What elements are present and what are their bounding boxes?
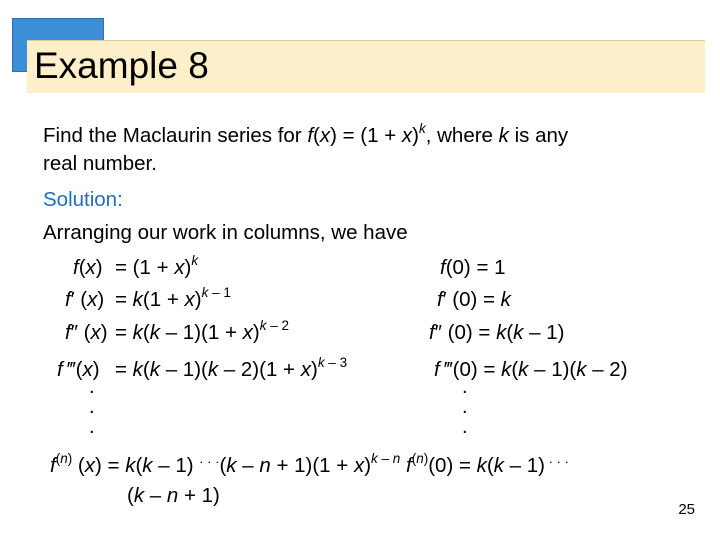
row-4-rhs: = $k(k - 1)(k - 2)(1 + x)^{k - 3}$ — [115, 355, 348, 381]
general-term-line-1: $f^{(n)}$ (x) = k(k – 1) $^{\cdot \cdot \cdot}(k - n + 1)(1 + x)^{k - n}$ $f^{(n)}(0) = k(k - 1)$ · · · — [50, 451, 569, 477]
row-1-rhs: = $(1 + x)^k$ — [115, 253, 199, 279]
row-4-eval: f ‴(0) = k(k – 1)(k – 2) — [434, 358, 628, 381]
arranging-text: Arranging our work in columns, we have — [43, 221, 408, 244]
row-2-lhs: f′ (x) — [65, 288, 105, 311]
vertical-dot: . — [462, 396, 468, 418]
vertical-dot: . — [89, 396, 95, 418]
vertical-dot: . — [462, 376, 468, 398]
row-1-lhs: f(x) — [73, 256, 103, 279]
page-number: 25 — [678, 501, 695, 518]
row-1-eval: f(0) = 1 — [440, 256, 506, 279]
row-3-eval: f″ (0) = k(k – 1) — [429, 321, 565, 344]
intro-line-2: real number. — [43, 152, 157, 175]
vertical-dot: . — [89, 376, 95, 398]
vertical-dot: . — [462, 416, 468, 438]
row-2-eval: f′ (0) = k — [437, 288, 511, 311]
solution-label: Solution: — [43, 188, 123, 211]
row-3-rhs: = $k(k - 1)(1 + x)^{k - 2}$ — [115, 318, 289, 344]
intro-line-1: Find the Maclaurin series for $f(x) = (1 + x)^k$, where k is any — [43, 121, 569, 147]
row-3-lhs: f″ (x) — [65, 321, 108, 344]
row-4-lhs: f ‴(x) — [57, 358, 100, 381]
general-term-line-2: (k – n + 1) — [127, 484, 220, 507]
slide-title: Example 8 — [34, 45, 209, 86]
vertical-dot: . — [89, 416, 95, 438]
row-2-rhs: = $k(1 + x)^{k - 1}$ — [115, 285, 231, 311]
